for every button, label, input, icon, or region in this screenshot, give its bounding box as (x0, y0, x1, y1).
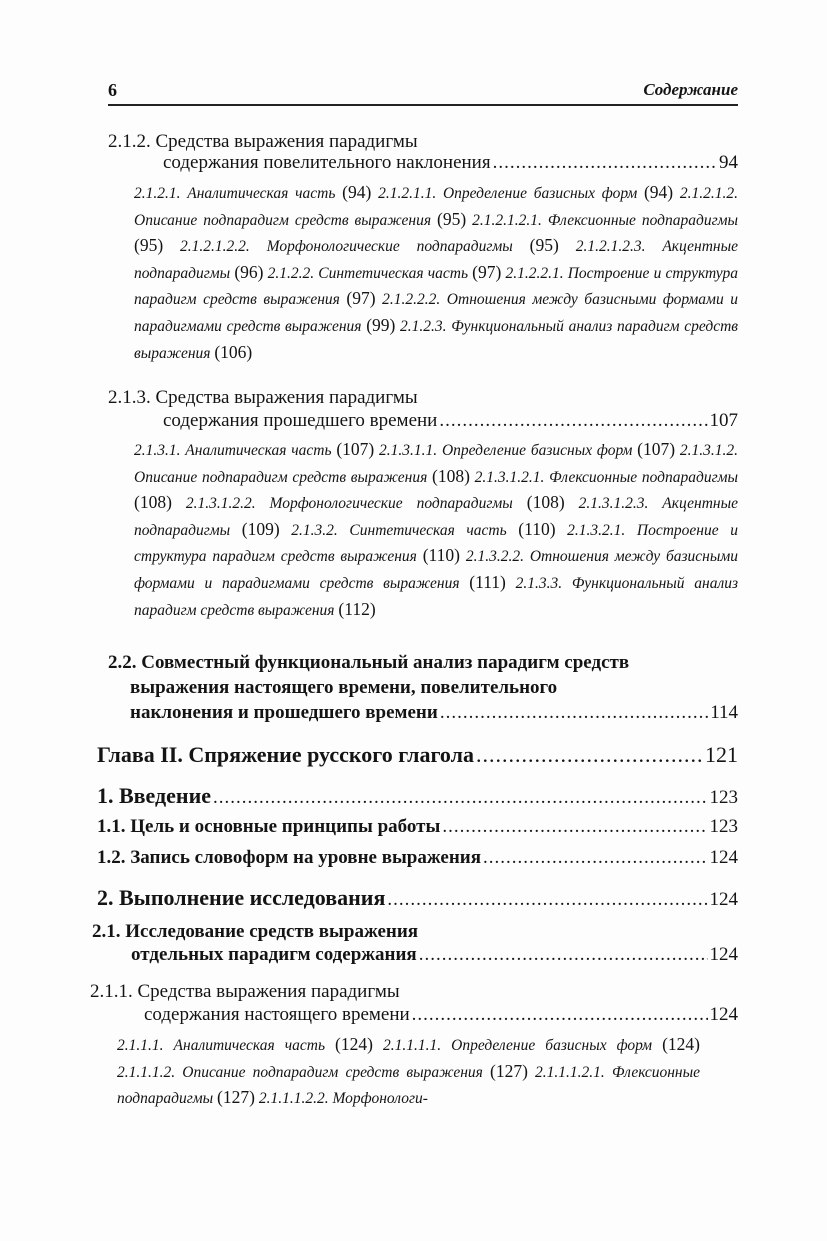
toc-section-2[interactable] (97, 884, 738, 912)
subentry-title: 2.1.1.1.1. Определение базисных форм (372, 1037, 663, 1054)
subentry-page-ref: (99) (366, 314, 396, 335)
leader-dots (442, 815, 707, 839)
toc-entry-title: содержания повелительного наклонения (163, 152, 491, 173)
subentry-title: 2.1.1.1.2. Описание подпарадигм средств выражения (117, 1063, 490, 1081)
toc-entry-2-2-line2: выражения настоящего времени, повелительного (130, 677, 558, 698)
subentry-page-ref: (112) (338, 598, 376, 619)
toc-subentries-2-1-1 (117, 1032, 700, 1112)
subentry-title: 2.1.2.1. Аналитическая часть (134, 185, 343, 202)
subentry-page-ref: (96) (234, 261, 264, 282)
leader-dots (476, 741, 703, 769)
subentry-title: 2.1.2.2.2. Отношения между базисными формами и парадигмами средств выражения (134, 291, 738, 335)
toc-entry-title: 2. Выполнение исследования (97, 885, 386, 910)
subentry-page-ref: (124) (662, 1034, 700, 1054)
subentry-title: 2.1.3.2. Синтетическая часть (279, 521, 519, 539)
toc-entry-title: отдельных парадигм содержания (131, 944, 417, 965)
toc-entry-2-2-line1: 2.2. Совместный функциональный анализ парадигм средств (108, 652, 630, 673)
subentry-title: 2.1.1.1.2.2. Морфонологи- (254, 1090, 428, 1108)
leader-dots (387, 888, 707, 912)
subentry-page-ref: (127) (217, 1087, 255, 1108)
toc-entry-2-1-3[interactable] (163, 409, 738, 433)
subentry-page-ref: (97) (346, 288, 376, 309)
subentry-page-ref: (127) (490, 1060, 528, 1081)
leader-dots (412, 1003, 708, 1027)
subentry-page-ref: (124) (335, 1034, 373, 1054)
toc-entry-title: наклонения и прошедшего времени (130, 702, 438, 723)
subentry-page-ref: (94) (342, 182, 372, 202)
subentry-page-ref: (94) (643, 182, 674, 202)
toc-entry-title: содержания настоящего времени (144, 1004, 410, 1025)
subentry-page-ref: (95) (134, 235, 164, 256)
toc-page-number: 107 (709, 410, 738, 431)
subentry-title: 2.1.3.2.2. Отношения между базисными формами и парадигмами средств выражения (134, 548, 738, 592)
subentry-title: 2.1.2.1.1. Определение базисных форм (371, 185, 644, 202)
toc-section-1[interactable] (97, 782, 738, 810)
toc-section-1-1[interactable] (97, 815, 738, 839)
subentry-title: 2.1.2.1.2.3. Акцентные подпарадигмы (134, 238, 738, 282)
toc-section-2-1-1[interactable] (144, 1003, 738, 1027)
subentry-page-ref: (108) (432, 465, 470, 486)
subentry-title: 2.1.3.1.2.1. Флексионные подпарадигмы (469, 468, 739, 486)
toc-section-2-1[interactable] (131, 943, 738, 967)
subentry-page-ref: (110) (422, 545, 460, 566)
leader-dots (493, 151, 717, 175)
subentry-title: 2.1.3.1.2.3. Акцентные подпарадигмы (134, 495, 738, 539)
subentry-title: 2.1.1.1.2.1. Флексионные подпарадигмы (117, 1063, 700, 1108)
subentry-title: 2.1.3.1.2.2. Морфонологические подпарадигмы (171, 495, 527, 513)
toc-section-1-2[interactable] (97, 846, 738, 870)
subentry-page-ref: (111) (469, 571, 506, 592)
subentry-title: 2.1.2.1.2.2. Морфонологические подпарадигмы (163, 238, 530, 256)
subentry-page-ref: (95) (529, 235, 559, 256)
leader-dots (213, 786, 707, 810)
subentry-title: 2.1.2.3. Функциональный анализ парадигм средств выражения (134, 317, 738, 362)
subentry-page-ref: (108) (526, 492, 565, 513)
toc-page-number: 123 (709, 787, 738, 808)
subentry-page-ref: (107) (336, 439, 375, 459)
toc-entry-title: 1.2. Запись словоформ на уровне выражения (97, 847, 481, 868)
toc-entry-2-2[interactable] (130, 701, 738, 725)
subentry-title: 2.1.3.1. Аналитическая часть (134, 442, 337, 459)
subentry-title: 2.1.3.1.1. Определение базисных форм (374, 442, 638, 459)
running-title: Содержание (643, 80, 738, 99)
subentry-title: 2.1.3.3. Функциональный анализ парадигм средств выражения (134, 574, 738, 619)
toc-section-2-1-1-line1: 2.1.1. Средства выражения парадигмы (90, 981, 400, 1002)
toc-page-number: 124 (709, 1004, 738, 1025)
subentry-page-ref: (110) (518, 518, 556, 539)
toc-page-number: 123 (709, 816, 738, 837)
header-rule (108, 104, 738, 106)
toc-page-number: 121 (705, 742, 738, 767)
subentry-title: 2.1.3.1.2. Описание подпарадигм средств выражения (134, 442, 739, 486)
toc-subentries-2-1-3 (134, 437, 738, 623)
subentry-page-ref: (106) (214, 341, 253, 362)
toc-entry-title: 1.1. Цель и основные принципы работы (97, 816, 441, 837)
toc-subentries-2-1-2 (134, 180, 738, 366)
toc-entry-title: содержания прошедшего времени (163, 410, 438, 431)
subentry-title: 2.1.2.1.2.1. Флексионные подпарадигмы (466, 211, 739, 229)
subentry-title: 2.1.2.2. Синтетическая часть (263, 264, 473, 282)
toc-chapter-2[interactable] (97, 741, 738, 769)
subentry-title: 2.1.1.1. Аналитическая часть (117, 1037, 336, 1054)
page-header (108, 78, 738, 106)
toc-page-number: 124 (709, 889, 738, 910)
subentry-page-ref: (107) (637, 439, 676, 459)
leader-dots (483, 846, 708, 870)
toc-page-number: 124 (709, 847, 738, 868)
toc-page-number: 94 (719, 152, 738, 173)
subentry-page-ref: (109) (241, 518, 280, 539)
toc-page-number: 114 (710, 702, 738, 723)
subentry-title: 2.1.2.2.1. Построение и структура парадигм средств выражения (134, 264, 738, 309)
subentry-page-ref: (108) (134, 492, 172, 513)
subentry-page-ref: (95) (437, 208, 467, 229)
chapter-title: Глава II. Спряжение русского глагола (97, 742, 474, 767)
toc-entry-title: 1. Введение (97, 783, 212, 808)
leader-dots (440, 701, 708, 725)
subentry-page-ref: (97) (472, 261, 502, 282)
toc-entry-2-1-2[interactable] (163, 151, 738, 175)
subentry-title: 2.1.2.1.2. Описание подпарадигм средств выражения (134, 185, 739, 229)
toc-entry-2-1-2-line1: 2.1.2. Средства выражения парадигмы (108, 131, 418, 152)
toc-section-2-1-line1: 2.1. Исследование средств выражения (92, 921, 419, 942)
subentry-title: 2.1.3.2.1. Построение и структура парадигм средств выражения (134, 521, 738, 566)
toc-entry-2-1-3-line1: 2.1.3. Средства выражения парадигмы (108, 387, 418, 408)
leader-dots (439, 409, 707, 433)
page-number: 6 (108, 80, 117, 100)
leader-dots (419, 943, 708, 967)
toc-page-number: 124 (709, 944, 738, 965)
